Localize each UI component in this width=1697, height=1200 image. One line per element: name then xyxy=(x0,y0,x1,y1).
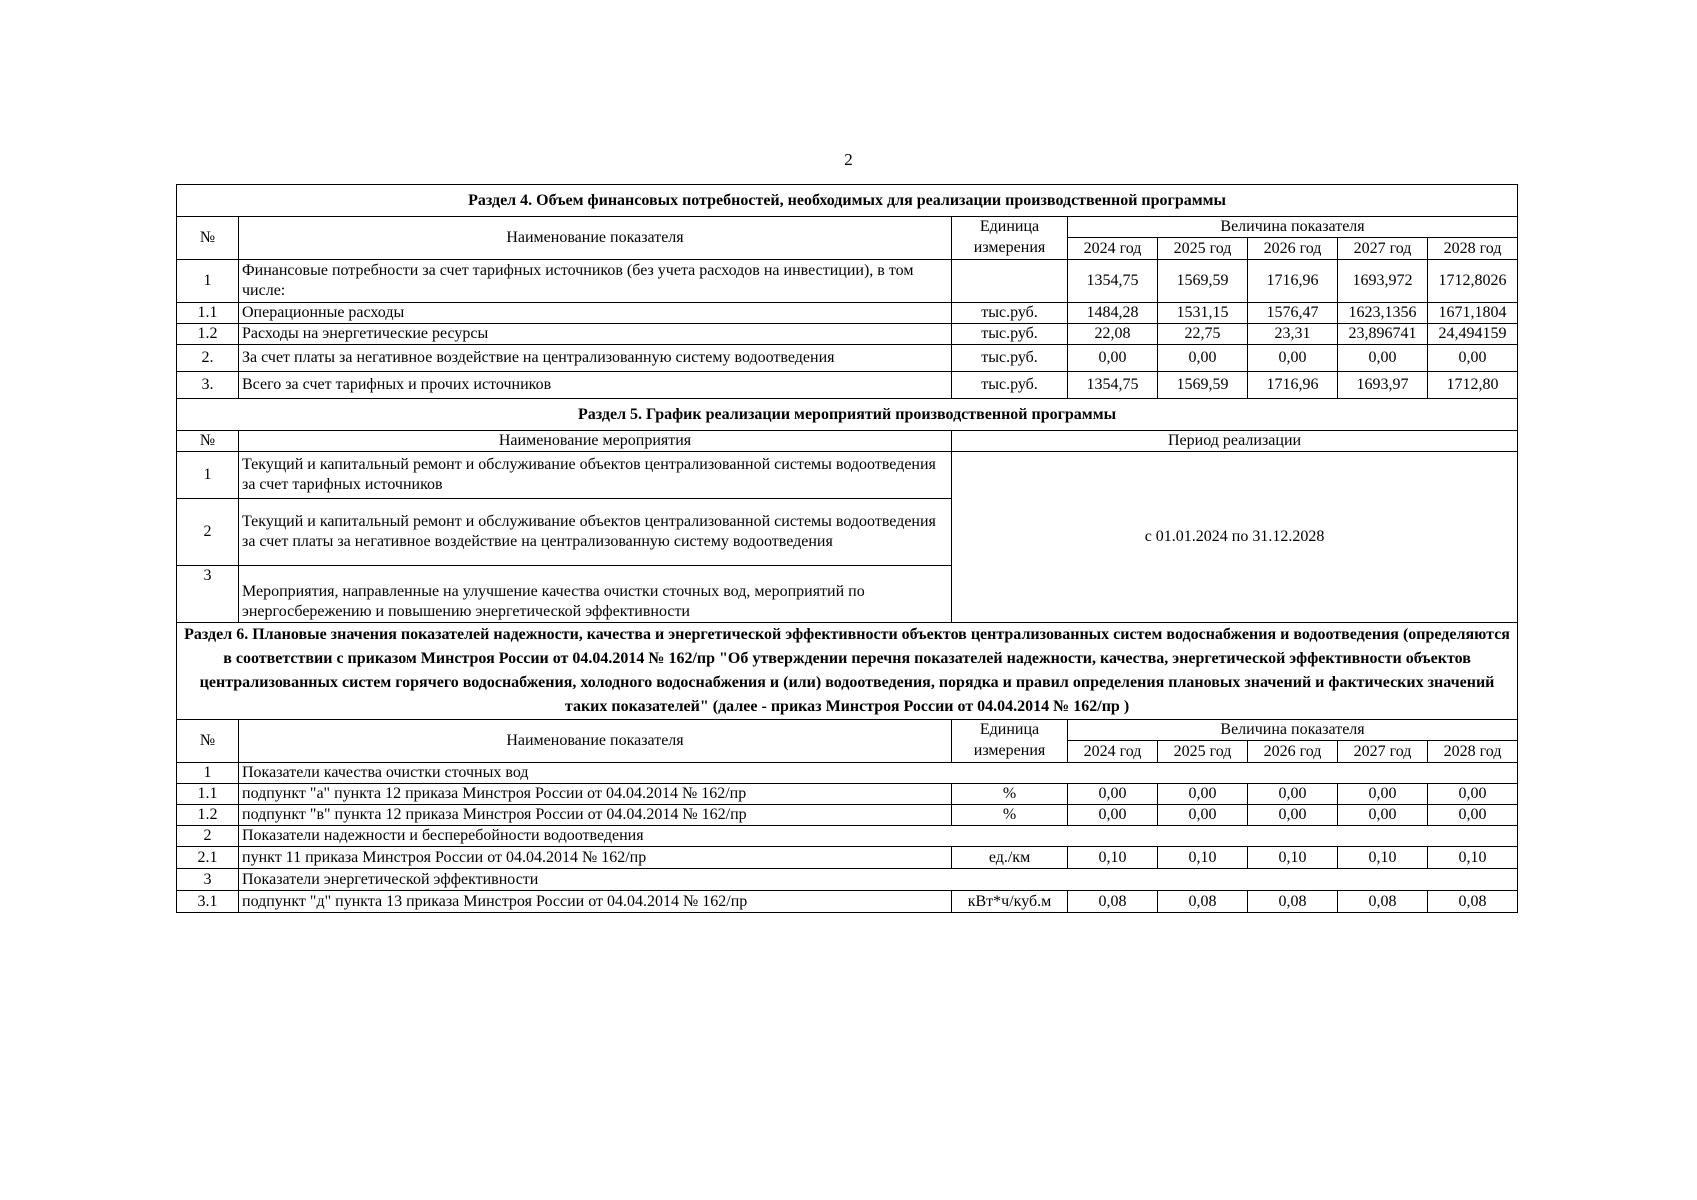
row-no: 1 xyxy=(177,260,239,303)
row-unit: тыс.руб. xyxy=(952,324,1068,345)
section4-col-unit-2: измерения xyxy=(952,238,1068,260)
section6-year: 2024 год xyxy=(1068,741,1158,763)
row-value: 0,08 xyxy=(1068,891,1158,913)
row-value: 0,00 xyxy=(1248,345,1338,372)
table-row xyxy=(177,324,1518,345)
row-value: 1693,972 xyxy=(1338,260,1428,303)
row-value: 1623,1356 xyxy=(1338,303,1428,324)
section4-year: 2025 год xyxy=(1158,238,1248,260)
section6-col-name: Наименование показателя xyxy=(239,720,952,763)
row-value: 22,75 xyxy=(1158,324,1248,345)
row-value: 0,10 xyxy=(1428,847,1518,869)
row-name: Текущий и капитальный ремонт и обслуживание объектов централизованной системы водоотведения за счет тарифных источников xyxy=(239,452,952,499)
row-no: 3.1 xyxy=(177,891,239,913)
row-no: 2 xyxy=(177,499,239,566)
row-value: 0,10 xyxy=(1248,847,1338,869)
row-value: 0,00 xyxy=(1338,784,1428,805)
section4-col-unit: Единица xyxy=(952,217,1068,238)
production-program-table xyxy=(176,184,1518,913)
table-row xyxy=(177,303,1518,324)
table-row xyxy=(177,452,1518,499)
section6-year: 2027 год xyxy=(1338,741,1428,763)
row-value: 1354,75 xyxy=(1068,260,1158,303)
row-name: Финансовые потребности за счет тарифных источников (без учета расходов на инвестиции), в том числе: xyxy=(239,260,952,303)
row-value: 0,10 xyxy=(1338,847,1428,869)
section6-col-value: Величина показателя xyxy=(1068,720,1518,741)
section4-year: 2026 год xyxy=(1248,238,1338,260)
table-row xyxy=(177,784,1518,805)
row-unit: тыс.руб. xyxy=(952,372,1068,399)
section6-col-unit-2: измерения xyxy=(952,741,1068,763)
row-value: 1671,1804 xyxy=(1428,303,1518,324)
row-no: 3 xyxy=(177,566,239,623)
row-value: 0,00 xyxy=(1068,805,1158,826)
group-name: Показатели энергетической эффективности xyxy=(239,869,1518,891)
row-name: Мероприятия, направленные на улучшение качества очистки сточных вод, мероприятий по энергосбережению и повышению энергетической эффективности xyxy=(239,566,952,623)
row-value: 0,00 xyxy=(1068,784,1158,805)
row-unit: % xyxy=(952,784,1068,805)
row-value: 1354,75 xyxy=(1068,372,1158,399)
row-value: 0,00 xyxy=(1338,805,1428,826)
row-name: Расходы на энергетические ресурсы xyxy=(239,324,952,345)
row-value: 0,00 xyxy=(1158,345,1248,372)
row-value: 22,08 xyxy=(1068,324,1158,345)
row-value: 1576,47 xyxy=(1248,303,1338,324)
group-no: 2 xyxy=(177,826,239,847)
row-value: 0,08 xyxy=(1158,891,1248,913)
section4-title: Раздел 4. Объем финансовых потребностей, необходимых для реализации производственной программы xyxy=(177,185,1518,217)
section4-col-name: Наименование показателя xyxy=(239,217,952,260)
group-no: 3 xyxy=(177,869,239,891)
row-name: Операционные расходы xyxy=(239,303,952,324)
row-value: 0,00 xyxy=(1158,784,1248,805)
table-row xyxy=(177,891,1518,913)
row-value: 0,00 xyxy=(1338,345,1428,372)
group-name: Показатели надежности и бесперебойности водоотведения xyxy=(239,826,1518,847)
row-value: 0,10 xyxy=(1068,847,1158,869)
row-value: 1569,59 xyxy=(1158,260,1248,303)
table-group-row xyxy=(177,763,1518,784)
row-name: пункт 11 приказа Минстроя России от 04.04.2014 № 162/пр xyxy=(239,847,952,869)
row-value: 1712,80 xyxy=(1428,372,1518,399)
row-value: 1716,96 xyxy=(1248,260,1338,303)
section4-year: 2027 год xyxy=(1338,238,1428,260)
table-row xyxy=(177,805,1518,826)
group-no: 1 xyxy=(177,763,239,784)
row-value: 0,00 xyxy=(1068,345,1158,372)
row-no: 3. xyxy=(177,372,239,399)
section4-year: 2028 год xyxy=(1428,238,1518,260)
row-no: 1 xyxy=(177,452,239,499)
row-value: 0,00 xyxy=(1428,345,1518,372)
section6-year: 2026 год xyxy=(1248,741,1338,763)
section5-col-name: Наименование мероприятия xyxy=(239,431,952,452)
row-value: 0,08 xyxy=(1248,891,1338,913)
table-row xyxy=(177,260,1518,303)
section6-year: 2028 год xyxy=(1428,741,1518,763)
row-value: 1693,97 xyxy=(1338,372,1428,399)
row-name: Текущий и капитальный ремонт и обслуживание объектов централизованной системы водоотведения за счет платы за негативное воздействие на централизованную систему водоотведения xyxy=(239,499,952,566)
row-value: 1569,59 xyxy=(1158,372,1248,399)
section4-year: 2024 год xyxy=(1068,238,1158,260)
row-value: 0,00 xyxy=(1428,805,1518,826)
section6-title: Раздел 6. Плановые значения показателей надежности, качества и энергетической эффективности объектов централизованных систем водоснабжения и водоотведения (определяются в соответствии с приказом Минстроя России от 04.04.2014 № 162/пр "Об утверждении перечня показателей надежности, качества, энергетической эффективности объектов централизованных систем горячего водоснабжения, холодного водоснабжения и (или) водоотведения, порядка и правил определения плановых значений и фактических значений таких показателей" (далее - приказ Минстроя России от 04.04.2014 № 162/пр ) xyxy=(177,623,1518,720)
row-name: Всего за счет тарифных и прочих источников xyxy=(239,372,952,399)
row-value: 0,00 xyxy=(1248,784,1338,805)
section6-col-unit: Единица xyxy=(952,720,1068,741)
row-unit: тыс.руб. xyxy=(952,303,1068,324)
row-value: 24,494159 xyxy=(1428,324,1518,345)
table-group-row xyxy=(177,826,1518,847)
row-value: 1712,8026 xyxy=(1428,260,1518,303)
row-value: 23,31 xyxy=(1248,324,1338,345)
row-value: 0,00 xyxy=(1428,784,1518,805)
row-unit: кВт*ч/куб.м xyxy=(952,891,1068,913)
row-value: 0,10 xyxy=(1158,847,1248,869)
row-value: 0,00 xyxy=(1158,805,1248,826)
row-value: 1484,28 xyxy=(1068,303,1158,324)
row-no: 1.1 xyxy=(177,303,239,324)
row-unit: ед./км xyxy=(952,847,1068,869)
section6-year: 2025 год xyxy=(1158,741,1248,763)
row-value: 0,08 xyxy=(1428,891,1518,913)
row-name: подпункт "в" пункта 12 приказа Минстроя России от 04.04.2014 № 162/пр xyxy=(239,805,952,826)
row-no: 1.1 xyxy=(177,784,239,805)
row-no: 1.2 xyxy=(177,805,239,826)
row-value: 1716,96 xyxy=(1248,372,1338,399)
row-value: 0,08 xyxy=(1338,891,1428,913)
row-unit: тыс.руб. xyxy=(952,345,1068,372)
table-row xyxy=(177,345,1518,372)
row-unit xyxy=(952,260,1068,303)
section6-col-no: № xyxy=(177,720,239,763)
row-value: 23,896741 xyxy=(1338,324,1428,345)
row-no: 2. xyxy=(177,345,239,372)
section4-col-no: № xyxy=(177,217,239,260)
row-value: 1531,15 xyxy=(1158,303,1248,324)
row-name: подпункт "д" пункта 13 приказа Минстроя России от 04.04.2014 № 162/пр xyxy=(239,891,952,913)
section5-col-no: № xyxy=(177,431,239,452)
section4-col-value: Величина показателя xyxy=(1068,217,1518,238)
implementation-period: с 01.01.2024 по 31.12.2028 xyxy=(952,452,1518,623)
table-group-row xyxy=(177,869,1518,891)
page-number: 2 xyxy=(844,150,853,169)
row-value: 0,00 xyxy=(1248,805,1338,826)
row-no: 1.2 xyxy=(177,324,239,345)
row-name: За счет платы за негативное воздействие на централизованную систему водоотведения xyxy=(239,345,952,372)
section5-title: Раздел 5. График реализации мероприятий производственной программы xyxy=(177,399,1518,431)
row-unit: % xyxy=(952,805,1068,826)
section5-col-period: Период реализации xyxy=(952,431,1518,452)
group-name: Показатели качества очистки сточных вод xyxy=(239,763,1518,784)
table-row xyxy=(177,847,1518,869)
row-name: подпункт "а" пункта 12 приказа Минстроя России от 04.04.2014 № 162/пр xyxy=(239,784,952,805)
table-row xyxy=(177,372,1518,399)
row-no: 2.1 xyxy=(177,847,239,869)
